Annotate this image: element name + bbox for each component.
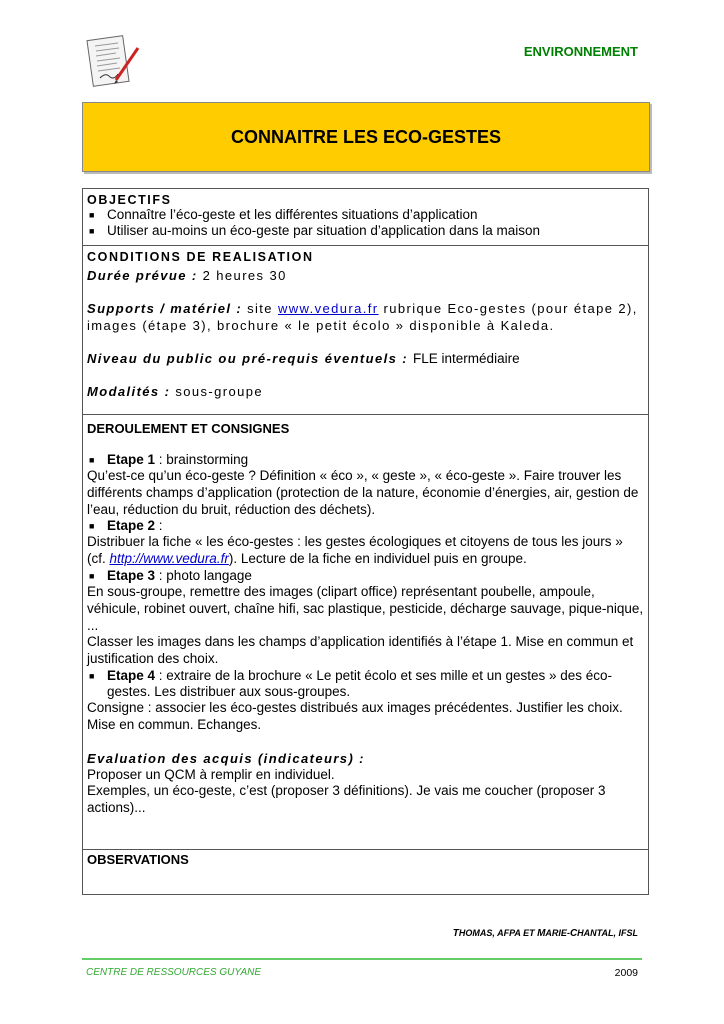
observations-heading: OBSERVATIONS bbox=[87, 851, 189, 867]
etape4-text: Consigne : associer les éco-gestes distribués aux images précédentes. Justifier les choix. Mise en commun. Echanges. bbox=[87, 699, 623, 732]
etape4-label: Etape 4 bbox=[107, 667, 156, 683]
conditions-heading: CONDITIONS DE REALISATION bbox=[87, 250, 314, 264]
etape3-text: En sous-groupe, remettre des images (clipart office) représentant poubelle, ampoule, véhicule, robinet ouvert, chaîne hifi, sac plastique, pesticide, décharge sauvage, pique-nique, ... bbox=[87, 583, 644, 633]
objectif-2: Utiliser au-moins un éco-geste par situation d’application dans la maison bbox=[107, 223, 540, 238]
deroulement-section bbox=[83, 415, 648, 850]
niveau-label: Niveau du public ou pré-requis éventuels : bbox=[87, 351, 409, 366]
supports-pre: site bbox=[247, 301, 273, 316]
duree-value: 2 heures 30 bbox=[202, 268, 287, 283]
etape1-text: Qu’est-ce qu’un éco-geste ? Définition « éco », « geste », « éco-geste ». Faire trouver les différents champs d’application (protection de la nature, économie d’énergies, air, gestion de l’eau, réduction du bruit, réduction des déchets). bbox=[87, 468, 639, 517]
paper-pen-icon bbox=[86, 30, 142, 90]
list-item bbox=[87, 568, 644, 584]
evaluation-text-1: Proposer un QCM à remplir en individuel. bbox=[87, 766, 335, 782]
niveau-value: FLE intermédiaire bbox=[413, 351, 520, 366]
modalites-value: sous-groupe bbox=[175, 384, 263, 399]
etape3-label: Etape 3 bbox=[107, 567, 156, 583]
list-item bbox=[87, 518, 644, 534]
footer-divider bbox=[82, 958, 642, 960]
objectifs-section bbox=[83, 189, 648, 246]
modalites-label: Modalités : bbox=[87, 384, 171, 399]
etape2-label: Etape 2 bbox=[107, 518, 156, 534]
objectifs-heading: OBJECTIFS bbox=[87, 193, 172, 207]
bullet-icon: ■ bbox=[89, 570, 95, 581]
author-credit: THOMAS, AFPA ET MARIE-CHANTAL, IFSL bbox=[452, 928, 638, 939]
etape4-title: : extraire de la brochure « Le petit écolo et ses mille et un gestes » des éco-gestes. Les distribuer aux sous-groupes. bbox=[107, 667, 613, 699]
etape3-text-2: Classer les images dans les champs d’application identifiés à l’étape 1. Mise en commun et justification des choix. bbox=[87, 634, 634, 667]
bullet-icon: ■ bbox=[89, 521, 95, 532]
list-item bbox=[87, 207, 644, 223]
list-item bbox=[87, 223, 644, 239]
etape2-text-end: ). Lecture de la fiche en individuel puis en groupe. bbox=[228, 551, 527, 567]
list-item bbox=[87, 452, 644, 468]
evaluation-heading: Evaluation des acquis (indicateurs) : bbox=[87, 750, 365, 766]
bullet-icon: ■ bbox=[89, 210, 95, 220]
etape1-label: Etape 1 bbox=[107, 452, 156, 467]
deroulement-heading: DEROULEMENT ET CONSIGNES bbox=[87, 421, 290, 436]
duree-label: Durée prévue : bbox=[87, 268, 198, 283]
bullet-icon: ■ bbox=[89, 670, 95, 681]
footer-year: 2009 bbox=[614, 967, 638, 979]
supports-label: Supports / matériel : bbox=[87, 301, 243, 316]
conditions-section bbox=[83, 246, 648, 415]
vedura-url-link[interactable]: http://www.vedura.fr bbox=[109, 551, 229, 567]
objectif-1: Connaître l’éco-geste et les différentes situations d’application bbox=[107, 207, 478, 222]
supports-text: rubrique Eco-gestes (pour étape 2), images (étape 3), brochure « le petit écolo » disponible à Kaleda. bbox=[87, 301, 638, 333]
category-label: ENVIRONNEMENT bbox=[523, 44, 638, 59]
bullet-icon: ■ bbox=[89, 226, 95, 236]
list-item bbox=[87, 668, 644, 700]
evaluation-text-2: Exemples, un éco-geste, c’est (proposer 3 définitions). Je vais me coucher (proposer 3 actions)... bbox=[87, 783, 606, 816]
etape1-title: : brainstorming bbox=[158, 452, 249, 467]
vedura-link[interactable]: www.vedura.fr bbox=[277, 301, 379, 316]
etape2-title: : bbox=[158, 518, 163, 534]
page-title: CONNAITRE LES ECO-GESTES bbox=[82, 102, 650, 172]
observations-section bbox=[83, 850, 648, 894]
footer-organization: CENTRE DE RESSOURCES GUYANE bbox=[86, 967, 262, 978]
etape3-title: : photo langage bbox=[158, 567, 252, 583]
content-table bbox=[82, 188, 649, 895]
etape2-text: Distribuer la fiche « les éco-gestes : les gestes écologiques et citoyens de tous les jours » (cf. bbox=[87, 534, 623, 567]
bullet-icon: ■ bbox=[89, 455, 95, 465]
